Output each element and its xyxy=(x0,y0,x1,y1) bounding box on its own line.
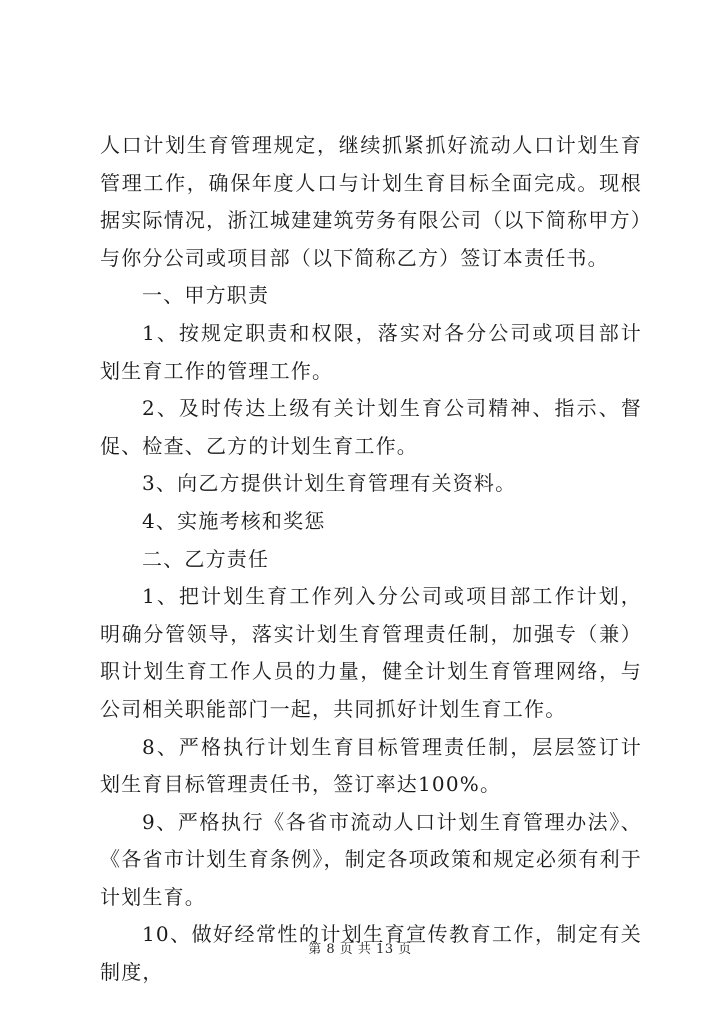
paragraph-a-item-4: 4、实施考核和奖惩 xyxy=(142,508,326,533)
heading-party-b-responsibilities: 二、乙方责任 xyxy=(142,546,270,571)
paragraph-b-item-8: 8、严格执行计划生育目标管理责任制，层层签订计划生育目标管理责任书，签订率达100%。 xyxy=(100,734,642,797)
paragraph-a-item-2: 2、及时传达上级有关计划生育公司精神、指示、督促、检查、乙方的计划生育工作。 xyxy=(100,396,642,458)
paragraph-a-item-1: 1、按规定职责和权限，落实对各分公司或项目部计划生育工作的管理工作。 xyxy=(100,320,642,383)
page-footer: 第 8 页 共 13 页 xyxy=(308,942,412,957)
paragraph-a-item-3: 3、向乙方提供计划生育管理有关资料。 xyxy=(142,471,517,496)
paragraph-b-item-1: 1、把计划生育工作列入分公司或项目部工作计划，明确分管领导，落实计划生育管理责任制，加强专（兼）职计划生育工作人员的力量，健全计划生育管理网络，与公司相关职能部门一起，共同抓好计划生育工作。 xyxy=(100,584,642,721)
paragraph-b-item-10: 10、做好经常性的计划生育宣传教育工作，制定有关制度， xyxy=(100,922,642,985)
paragraph-intro: 人口计划生育管理规定，继续抓紧抓好流动人口计划生育管理工作，确保年度人口与计划生育目标全面完成。现根据实际情况，浙江城建建筑劳务有限公司（以下简称甲方）与你分公司或项目部（以下简称乙方）签订本责任书。 xyxy=(100,133,642,270)
document-body xyxy=(100,127,642,992)
paragraph-b-item-9: 9、严格执行《各省市流动人口计划生育管理办法》、《各省市计划生育条例》，制定各项政策和规定必须有利于计划生育。 xyxy=(100,809,642,909)
heading-party-a-duties: 一、甲方职责 xyxy=(142,283,270,308)
